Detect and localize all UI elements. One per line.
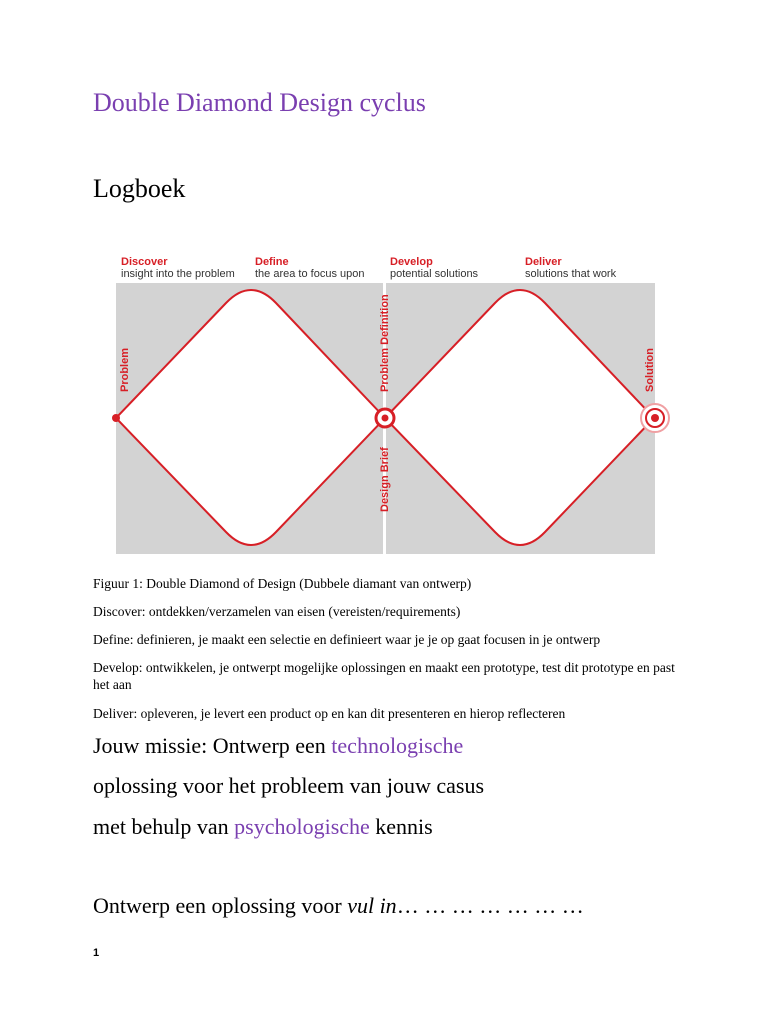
- label-problem-definition: Problem Definition: [379, 294, 391, 392]
- label-design-brief: Design Brief: [379, 447, 391, 512]
- phase-define-name: Define: [255, 256, 289, 268]
- final-prompt-prefix: Ontwerp een oplossing voor: [93, 893, 348, 918]
- mission-highlight-technologische: technologische: [331, 733, 464, 758]
- mission-line-3-suffix: kennis: [369, 814, 433, 839]
- section-title: Logboek: [93, 174, 186, 203]
- problem-definition-target-icon: [376, 409, 394, 427]
- phase-define-subtitle: the area to focus upon: [255, 268, 365, 280]
- figure-caption: Figuur 1: Double Diamond of Design (Dubbele diamant van ontwerp): [93, 576, 472, 591]
- double-diamond-diagram: [108, 250, 680, 560]
- page-number: 1: [93, 947, 100, 959]
- phase-develop-name: Develop: [390, 256, 433, 268]
- caption-deliver: Deliver: opleveren, je levert een product op en kan dit presenteren en hierop reflecteren: [93, 706, 566, 721]
- mission-line-2: oplossing voor het probleem van jouw casus: [93, 773, 485, 798]
- problem-start-dot: [112, 414, 120, 422]
- final-prompt-fill-in: vul in: [347, 893, 397, 918]
- mission-highlight-psychologische: psychologische: [234, 814, 370, 839]
- caption-discover: Discover: ontdekken/verzamelen van eisen (vereisten/requirements): [93, 604, 461, 619]
- label-solution: Solution: [644, 348, 656, 392]
- page-title: Double Diamond Design cyclus: [93, 88, 426, 117]
- caption-define: Define: definieren, je maakt een selectie en definieert waar je je op gaat focusen in je ontwerp: [93, 632, 601, 647]
- phase-discover-name: Discover: [121, 256, 168, 268]
- phase-deliver-name: Deliver: [525, 256, 562, 268]
- phase-discover-subtitle: insight into the problem: [121, 268, 235, 280]
- caption-develop: Develop: ontwikkelen, je ontwerpt mogelijke oplossingen en maakt een prototype, test dit prototype en past het aan: [93, 660, 675, 692]
- solution-target-icon: [641, 404, 669, 432]
- label-problem: Problem: [119, 347, 131, 392]
- phase-deliver-subtitle: solutions that work: [525, 268, 617, 280]
- final-prompt-dots: … … … … … … …: [396, 893, 584, 918]
- mission-line-3-prefix: met behulp van: [93, 814, 235, 839]
- mission-line-3: [93, 814, 433, 840]
- mission-line-1-prefix: Jouw missie: Ontwerp een: [93, 733, 332, 758]
- final-prompt-line: [93, 893, 584, 919]
- mission-line-1: [93, 733, 463, 759]
- phase-develop-subtitle: potential solutions: [390, 268, 479, 280]
